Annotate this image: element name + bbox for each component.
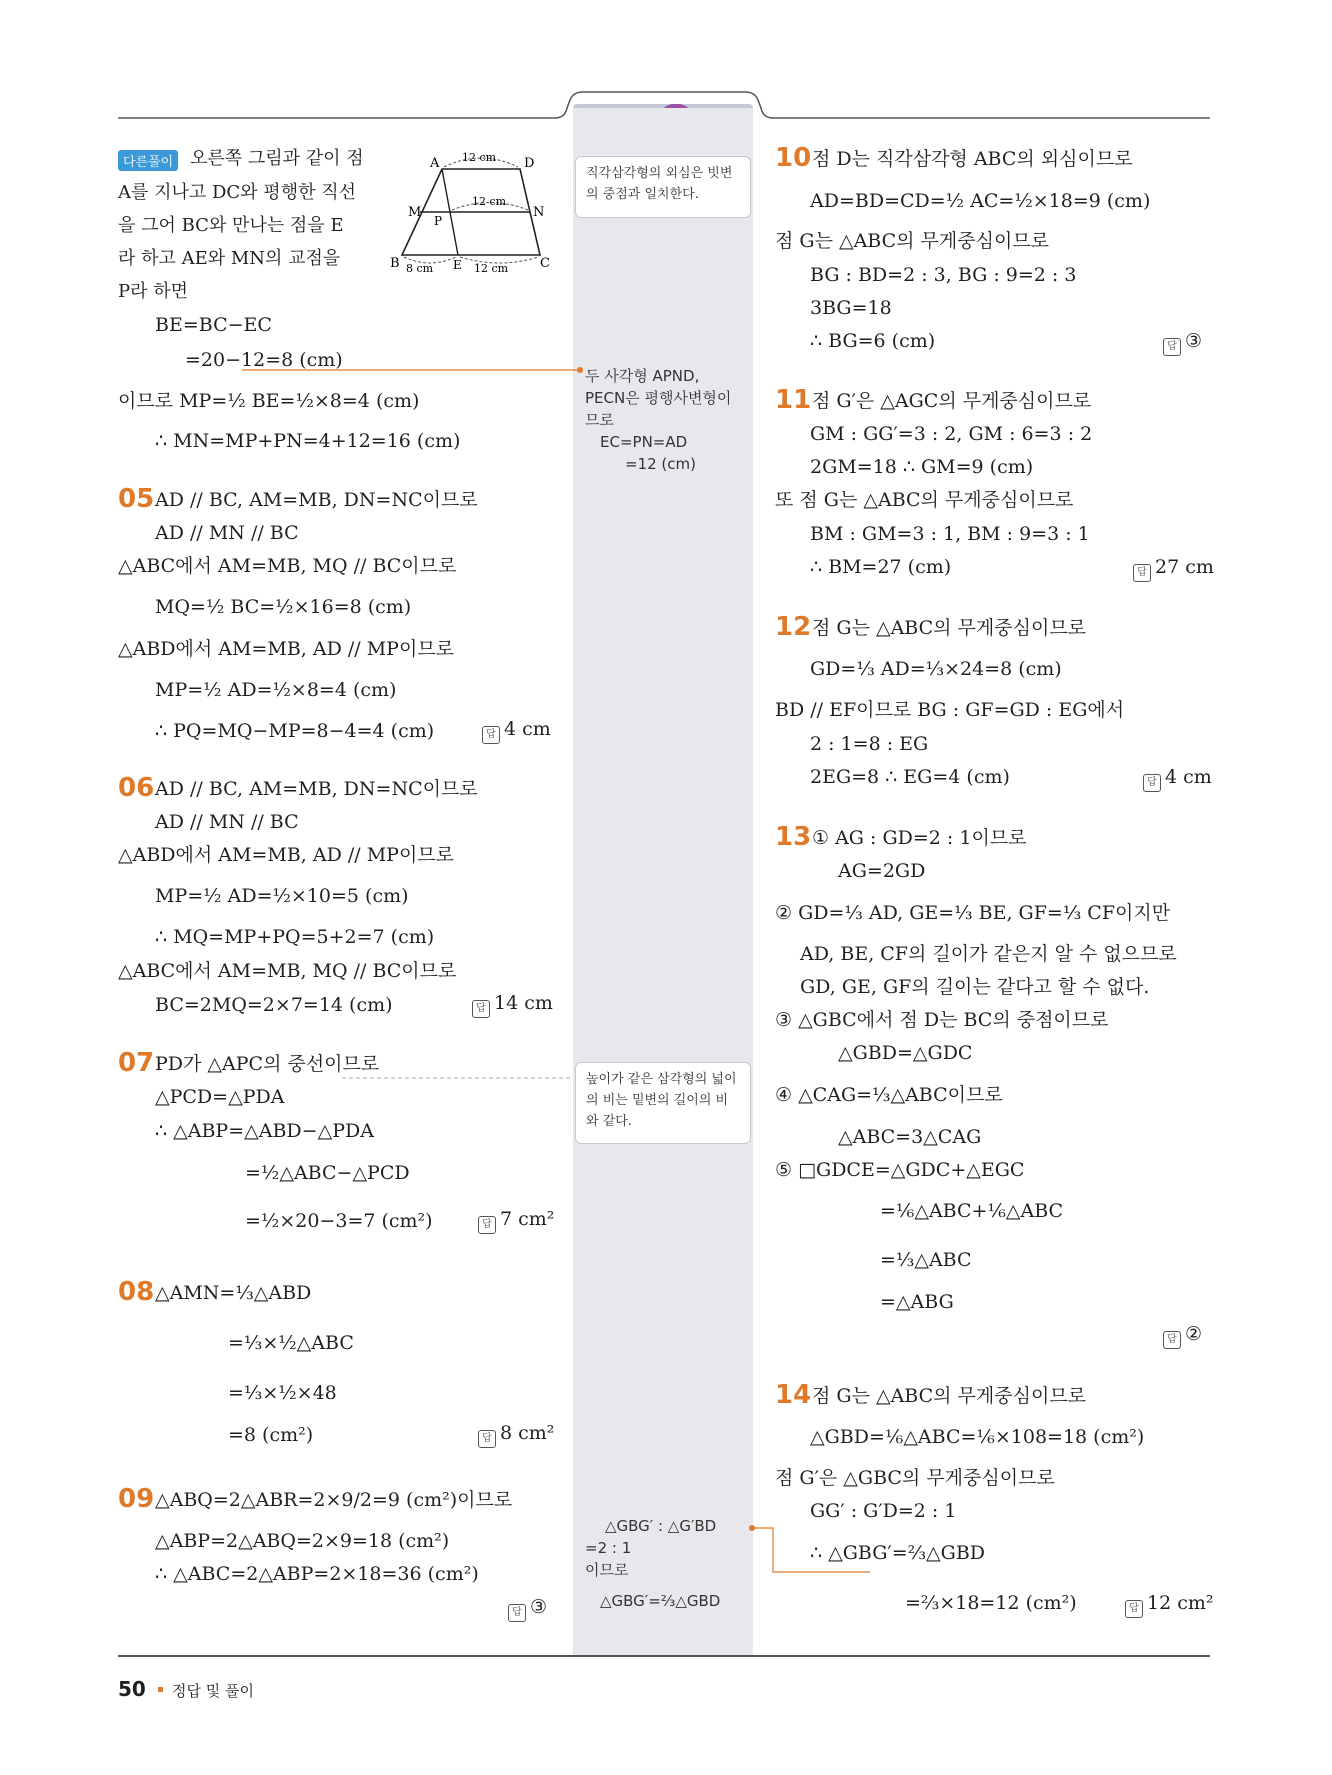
answer-icon: 답	[1163, 1331, 1181, 1349]
solution-line: △ABC에서 AM=MB, MQ // BC이므로	[118, 960, 457, 982]
solution-line: 또 점 G는 △ABC의 무게중심이므로	[775, 489, 1074, 511]
problem-number: 07	[118, 1048, 155, 1078]
solution-line: ∴ △ABP=△ABD−△PDA	[155, 1120, 374, 1142]
dashed-connector	[340, 1070, 575, 1090]
note-circumcenter: 직각삼각형의 외심은 빗변의 중점과 일치한다.	[575, 156, 751, 218]
solution-line: ∴ △GBG′=⅔△GBD	[810, 1542, 986, 1564]
solution-line: ① AG : GD=2 : 1이므로	[812, 827, 1027, 849]
answer	[478, 1422, 554, 1448]
solution-line: ∴ △ABC=2△ABP=2×18=36 (cm²)	[155, 1563, 479, 1585]
answer-icon: 답	[478, 1216, 496, 1234]
solution-line: △ABP=2△ABQ=2×9=18 (cm²)	[155, 1530, 450, 1552]
note-ratio-line: △GBG′ : △G′BD	[605, 1517, 717, 1535]
solution-line: △GBD=△GDC	[838, 1042, 973, 1064]
fig-D: D	[524, 156, 535, 171]
note-parallelogram-line: =12 (cm)	[625, 455, 696, 473]
solution-line: △ABD에서 AM=MB, AD // MP이므로	[118, 638, 455, 660]
solution-line: GM : GG′=3 : 2, GM : 6=3 : 2	[810, 423, 1093, 445]
answer-icon: 답	[478, 1430, 496, 1448]
solution-line: ⑤ □GDCE=△GDC+△EGC	[775, 1159, 1025, 1181]
solution-line: 점 G는 △ABC의 무게중심이므로	[812, 1385, 1087, 1407]
solution-line: 점 G′은 △GBC의 무게중심이므로	[775, 1467, 1055, 1489]
fig-top-length: 12 cm	[462, 151, 497, 164]
intro-calc-line: 이므로 MP=½ BE=½×8=4 (cm)	[118, 390, 420, 412]
answer-icon: 답	[1163, 338, 1181, 356]
answer-value: 4 cm	[1165, 766, 1212, 788]
note-ratio-line: 이므로	[585, 1561, 629, 1579]
problem-number: 14	[775, 1380, 812, 1410]
answer	[482, 718, 551, 744]
problem-number: 11	[775, 385, 812, 415]
solution-line: =⅔×18=12 (cm²)	[905, 1592, 1077, 1614]
solution-line: ∴ MQ=MP+PQ=5+2=7 (cm)	[155, 926, 435, 948]
answer-value: 4 cm	[504, 718, 551, 740]
solution-line: GG′ : G′D=2 : 1	[810, 1500, 957, 1522]
problem-number: 10	[775, 143, 812, 173]
answer-value: 8 cm²	[500, 1422, 555, 1444]
footer-bullet	[158, 1687, 163, 1692]
solution-line: =⅓×½×48	[228, 1382, 337, 1404]
solution-line: 점 D는 직각삼각형 ABC의 외심이므로	[812, 148, 1133, 170]
solution-line: △PCD=△PDA	[155, 1086, 285, 1108]
answer-icon: 답	[1125, 1600, 1143, 1618]
footer-title: 정답 및 풀이	[172, 1682, 254, 1700]
answer-icon: 답	[482, 726, 500, 744]
alt-solution-tag: 다른풀이	[118, 150, 178, 171]
solution-line: 2EG=8 ∴ EG=4 (cm)	[810, 766, 1010, 788]
solution-line: 점 G는 △ABC의 무게중심이므로	[812, 617, 1087, 639]
solution-line: △ABQ=2△ABR=2×9/2=9 (cm²)이므로	[155, 1489, 513, 1511]
solution-line: GD, GE, GF의 길이는 같다고 할 수 없다.	[800, 976, 1150, 998]
solution-line: AD // MN // BC	[155, 522, 299, 544]
page-number: 50	[118, 1677, 146, 1701]
solution-line: ∴ PQ=MQ−MP=8−4=4 (cm)	[155, 720, 435, 742]
fig-M: M	[408, 205, 422, 220]
fig-mid-length: 12 cm	[472, 195, 507, 208]
solution-line: △ABC에서 AM=MB, MQ // BC이므로	[118, 555, 457, 577]
intro-calc-line: BE=BC−EC	[155, 314, 272, 336]
problem-number: 08	[118, 1277, 155, 1307]
answer-value: ③	[530, 1596, 548, 1618]
solution-line: AD // MN // BC	[155, 811, 299, 833]
solution-line: 2GM=18 ∴ GM=9 (cm)	[810, 456, 1034, 478]
answer	[1143, 766, 1212, 792]
answer-icon: 답	[1143, 774, 1161, 792]
solution-line: PD가 △APC의 중선이므로	[155, 1053, 380, 1075]
intro-line: 을 그어 BC와 만나는 점을 E	[118, 215, 344, 236]
problem-number: 06	[118, 773, 155, 803]
problem-number: 12	[775, 612, 812, 642]
intro-line: 오른쪽 그림과 같이 점	[190, 148, 364, 169]
answer	[1133, 556, 1214, 582]
note-triangle-area: 높이가 같은 삼각형의 넓이의 비는 밑변의 길이의 비와 같다.	[575, 1062, 751, 1144]
solution-line: GD=⅓ AD=⅓×24=8 (cm)	[810, 658, 1062, 680]
solution-line: ∴ BG=6 (cm)	[810, 330, 936, 352]
answer-value: 27 cm	[1155, 556, 1214, 578]
answer-icon: 답	[508, 1604, 526, 1622]
intro-line: A를 지나고 DC와 평행한 직선	[118, 182, 356, 203]
answer	[478, 1208, 554, 1234]
solution-line: AG=2GD	[838, 860, 926, 882]
problem-number: 13	[775, 822, 812, 852]
answer-value: 7 cm²	[500, 1208, 555, 1230]
solution-line: MP=½ AD=½×8=4 (cm)	[155, 679, 397, 701]
solution-line: AD // BC, AM=MB, DN=NC이므로	[155, 778, 478, 800]
note-parallelogram-line: PECN은 평행사변형이	[585, 389, 732, 407]
intro-line: P라 하면	[118, 281, 188, 302]
solution-line: AD=BD=CD=½ AC=½×18=9 (cm)	[810, 190, 1151, 212]
ilpum-box-sidebar	[573, 108, 753, 1656]
problem-number: 09	[118, 1484, 155, 1514]
note-ratio-line: =2 : 1	[585, 1539, 632, 1557]
solution-line: △ABD에서 AM=MB, AD // MP이므로	[118, 844, 455, 866]
fig-B: B	[390, 256, 400, 271]
solution-line: △ABC=3△CAG	[838, 1126, 982, 1148]
fig-C: C	[540, 256, 550, 271]
fig-be-length: 8 cm	[406, 262, 434, 275]
trapezoid-figure	[390, 145, 550, 275]
solution-line: 점 G′은 △AGC의 무게중심이므로	[812, 390, 1092, 412]
footer-rule	[118, 1655, 1210, 1657]
note-ratio-line: △GBG′=⅔△GBD	[600, 1592, 721, 1610]
answer	[1163, 1323, 1202, 1349]
solution-line: =8 (cm²)	[228, 1424, 314, 1446]
solution-line: △AMN=⅓△ABD	[155, 1282, 312, 1304]
problem-number: 05	[118, 484, 155, 514]
intro-calc-line: ∴ MN=MP+PN=4+12=16 (cm)	[155, 430, 461, 452]
solution-line: =⅓×½△ABC	[228, 1332, 354, 1354]
solution-line: 점 G는 △ABC의 무게중심이므로	[775, 230, 1050, 252]
solution-line: MP=½ AD=½×10=5 (cm)	[155, 885, 409, 907]
solution-line: =⅓△ABC	[880, 1249, 972, 1271]
solution-line: =½△ABC−△PCD	[245, 1162, 410, 1184]
answer-icon: 답	[1133, 564, 1151, 582]
answer	[1125, 1592, 1214, 1618]
solution-line: BD // EF이므로 BG : GF=GD : EG에서	[775, 699, 1125, 721]
fig-A: A	[430, 156, 440, 171]
answer	[1163, 330, 1202, 356]
solution-line: BC=2MQ=2×7=14 (cm)	[155, 994, 393, 1016]
solution-line: 3BG=18	[810, 297, 892, 319]
solution-line: ∴ BM=27 (cm)	[810, 556, 952, 578]
solution-line: BG : BD=2 : 3, BG : 9=2 : 3	[810, 264, 1077, 286]
note-parallelogram-line: 므로	[585, 411, 614, 429]
intro-line: 라 하고 AE와 MN의 교점을	[118, 248, 341, 269]
note-parallelogram-line: EC=PN=AD	[600, 433, 688, 451]
solution-line: 2 : 1=8 : EG	[810, 733, 929, 755]
answer	[472, 992, 553, 1018]
solution-line: BM : GM=3 : 1, BM : 9=3 : 1	[810, 523, 1090, 545]
solution-line: =△ABG	[880, 1291, 954, 1313]
solution-line: △GBD=⅙△ABC=⅙×108=18 (cm²)	[810, 1426, 1145, 1448]
fig-P: P	[434, 214, 443, 228]
answer-icon: 답	[472, 1000, 490, 1018]
solution-line: =⅙△ABC+⅙△ABC	[880, 1200, 1064, 1222]
answer-value: ③	[1185, 330, 1203, 352]
answer	[508, 1596, 547, 1622]
solution-line: ② GD=⅓ AD, GE=⅓ BE, GF=⅓ CF이지만	[775, 902, 1171, 924]
answer-value: ②	[1185, 1323, 1203, 1345]
fig-ec-length: 12 cm	[474, 262, 509, 275]
solution-line: ③ △GBC에서 점 D는 BC의 중점이므로	[775, 1009, 1109, 1031]
solution-line: MQ=½ BC=½×16=8 (cm)	[155, 596, 412, 618]
answer-value: 14 cm	[494, 992, 553, 1014]
fig-E: E	[453, 258, 462, 272]
solution-line: =½×20−3=7 (cm²)	[245, 1210, 433, 1232]
note-parallelogram-line: 두 사각형 APND,	[585, 367, 700, 385]
solution-line: ④ △CAG=⅓△ABC이므로	[775, 1084, 1003, 1106]
solution-line: AD, BE, CF의 길이가 같은지 알 수 없으므로	[800, 943, 1177, 965]
intro-calc-line: =20−12=8 (cm)	[185, 349, 343, 371]
answer-value: 12 cm²	[1147, 1592, 1214, 1614]
solution-line: AD // BC, AM=MB, DN=NC이므로	[155, 489, 478, 511]
fig-N: N	[533, 205, 545, 220]
connector-line	[240, 350, 585, 380]
